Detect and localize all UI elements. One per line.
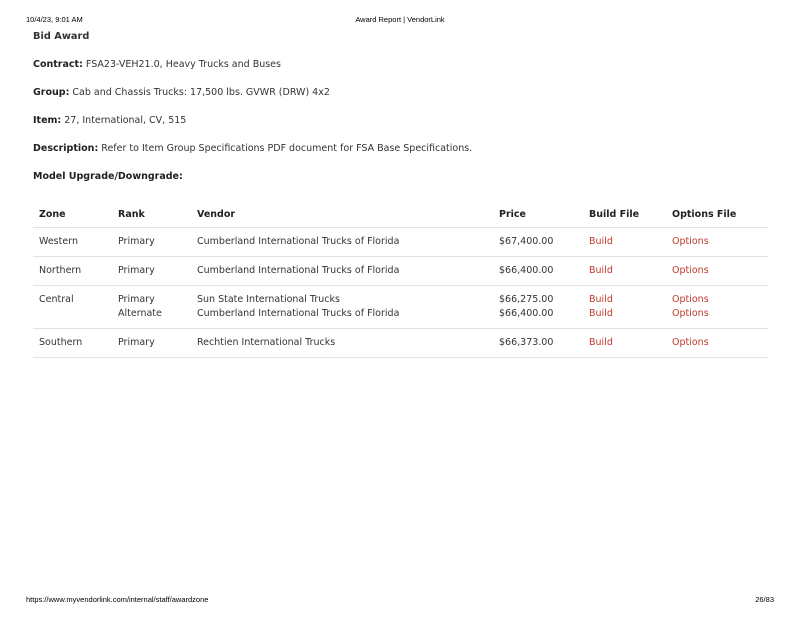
contract-value: FSA23-VEH21.0, Heavy Trucks and Buses (85, 59, 281, 70)
zone-column-header: Zone (33, 201, 112, 228)
print-url: https://www.myvendorlink.com/internal/staff/awardzone (26, 595, 209, 604)
build-file-column-header: Build File (583, 201, 666, 228)
options-file-link[interactable]: Options (672, 265, 709, 276)
options-file-link[interactable]: Options (672, 294, 709, 305)
item-field (33, 114, 768, 128)
price-cell: $66,275.00 (499, 294, 554, 305)
print-document-title: Award Report | VendorLink (355, 15, 445, 24)
build-file-link[interactable]: Build (589, 265, 613, 276)
options-file-column-header: Options File (666, 201, 768, 228)
group-value: Cab and Chassis Trucks: 17,500 lbs. GVWR (DRW) 4x2 (72, 87, 330, 98)
price-cell: $66,373.00 (499, 337, 554, 348)
rank-cell: Primary (118, 265, 155, 276)
options-file-link[interactable]: Options (672, 308, 709, 319)
table-header-row (33, 201, 768, 228)
description-label: Description: (33, 143, 99, 154)
build-file-link[interactable]: Build (589, 236, 613, 247)
item-value: 27, International, CV, 515 (64, 115, 187, 126)
vendor-cell: Cumberland International Trucks of Florida (197, 308, 400, 319)
print-datetime: 10/4/23, 9:01 AM (26, 15, 83, 24)
rank-cell: Primary (118, 236, 155, 247)
options-file-link[interactable]: Options (672, 236, 709, 247)
price-column-header: Price (493, 201, 583, 228)
table-row (33, 228, 768, 257)
price-cell: $66,400.00 (499, 308, 554, 319)
options-file-link[interactable]: Options (672, 337, 709, 348)
print-footer (26, 595, 774, 605)
vendor-cell: Cumberland International Trucks of Florida (197, 265, 400, 276)
description-value: Refer to Item Group Specifications PDF document for FSA Base Specifications. (101, 143, 473, 154)
item-label: Item: (33, 115, 62, 126)
contract-label: Contract: (33, 59, 83, 70)
print-header (26, 15, 774, 25)
report-title: Bid Award (33, 31, 90, 42)
rank-cell: Primary (118, 294, 155, 305)
rank-cell: Primary (118, 337, 155, 348)
model-upgrade-field (33, 170, 768, 184)
zone-cell: Western (33, 228, 112, 257)
contract-field (33, 58, 768, 72)
vendor-column-header: Vendor (191, 201, 493, 228)
build-file-link[interactable]: Build (589, 308, 613, 319)
table-row (33, 329, 768, 358)
description-field (33, 142, 768, 156)
rank-column-header: Rank (112, 201, 191, 228)
table-row (33, 257, 768, 286)
award-report (33, 30, 768, 348)
vendor-cell: Cumberland International Trucks of Florida (197, 236, 400, 247)
print-page-number: 26/83 (755, 595, 774, 604)
vendor-cell: Sun State International Trucks (197, 294, 340, 305)
price-cell: $66,400.00 (499, 265, 554, 276)
price-cell: $67,400.00 (499, 236, 554, 247)
vendor-cell: Rechtien International Trucks (197, 337, 336, 348)
group-field (33, 86, 768, 100)
model-upgrade-label: Model Upgrade/Downgrade: (33, 171, 183, 182)
build-file-link[interactable]: Build (589, 294, 613, 305)
zone-cell: Central (33, 286, 112, 329)
zone-cell: Southern (33, 329, 112, 358)
build-file-link[interactable]: Build (589, 337, 613, 348)
award-table (33, 201, 768, 358)
rank-cell: Alternate (118, 308, 162, 319)
group-label: Group: (33, 87, 70, 98)
table-row (33, 286, 768, 329)
zone-cell: Northern (33, 257, 112, 286)
